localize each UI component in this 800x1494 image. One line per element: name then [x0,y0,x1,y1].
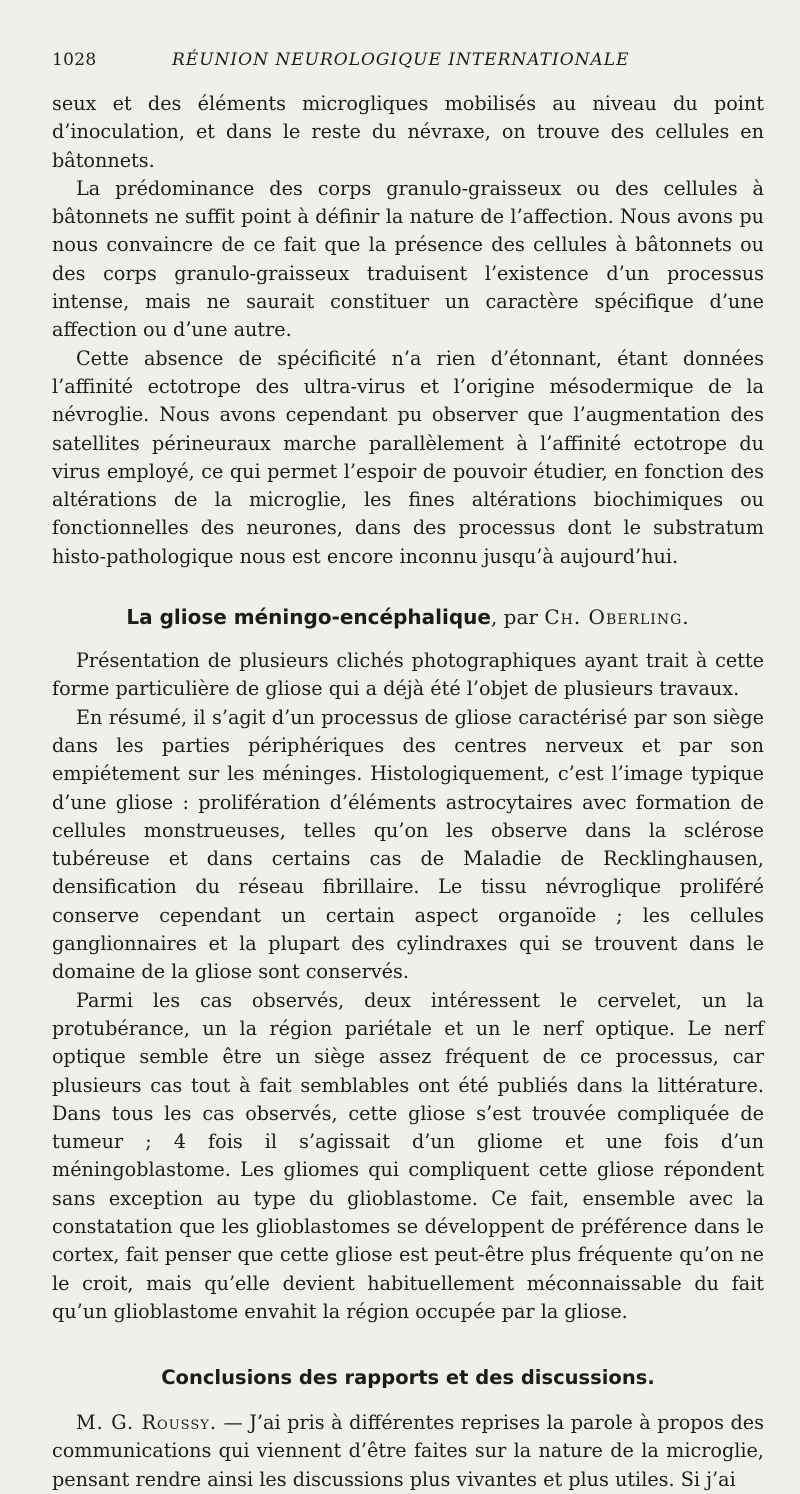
gliose-paragraph-1: Présentation de plusieurs clichés photographiques ayant trait à cette forme particulière de gliose qui a déjà été l’objet de plusieurs travaux. [52,649,764,701]
conclusions-text: — J’ai pris à différentes reprises la parole à propos des communications qui viennent d’être faites sur la nature de la microglie, pensant rendre ainsi les discussions plus vivantes et plus utiles. Si j’ai [52,1411,764,1491]
author-name: Ch. Oberling. [544,605,690,630]
conclusions-paragraph-1 [52,1409,764,1494]
running-title: RÉUNION NEUROLOGIQUE INTERNATIONALE [172,50,630,70]
section-heading-conclusions: Conclusions des rapports et des discussions. [161,1366,655,1390]
speaker-name: M. G. Roussy. [76,1411,217,1435]
gliose-paragraph-2: En résumé, il s’agit d’un processus de gliose caractérisé par son siège dans les parties périphériques des centres nerveux et par son empiétement sur les méninges. Histologiquement, c’est l’image typique d’une gliose : prolifération d’éléments astrocytaires avec formation de cellules monstrueuses, telles qu’on les observe dans la sclérose tubéreuse et dans certains cas de Maladie de Recklinghausen, densification du réseau fibrillaire. Le tissu névroglique proliféré conserve cependant un certain aspect organoïde ; les cellules ganglionnaires et la plupart des cylindraxes qui se trouvent dans le domaine de la gliose sont conservés. [52,705,764,984]
gliose-paragraph-3: Parmi les cas observés, deux intéressent le cervelet, un la protubérance, un la région pariétale et un le nerf optique. Le nerf optique semble être un siège assez fréquent de ce processus, car plusieurs cas tout à fait semblables ont été publiés dans la littérature. Dans tous les cas observés, cette gliose s’est trouvée compliquée de tumeur ; 4 fois il s’agissait d’un gliome et une fois d’un méningoblastome. Les gliomes qui compliquent cette gliose répondent sans exception au type du glioblastome. Ce fait, ensemble avec la constatation que les glioblastomes se développent de préférence dans le cortex, fait penser que cette gliose est peut-être plus fréquente qu’on ne le croit, mais qu’elle devient habituellement méconnaissable du fait qu’un glioblastome envahit la région occupée par la gliose. [52,988,764,1323]
intro-paragraph-3: Cette absence de spécificité n’a rien d’étonnant, étant données l’affinité ectotrope des ultra-virus et l’origine mésodermique de la névroglie. Nous avons cependant pu observer que l’augmentation des satellites périneuraux marche parallèlement à l’affinité ectotrope du virus employé, ce qui permet l’espoir de pouvoir étudier, en fonction des altérations de la microglie, les fines altérations biochimiques ou fonctionnelles des neurones, dans des processus dont le substratum histo-pathologique nous est encore inconnu jusqu’à aujourd’hui. [52,346,764,568]
section-heading-gliose [52,605,764,629]
page-number: 1028 [52,50,97,70]
section-title: La gliose méningo-encéphalique [126,605,491,630]
running-header [52,50,764,70]
byline-prefix: , par [490,605,545,630]
intro-paragraph-2: La prédominance des corps granulo-graisseux ou des cellules à bâtonnets ne suffit point à définir la nature de l’affection. Nous avons pu nous convaincre de ce fait que la présence des cellules à bâtonnets ou des corps granulo-graisseux traduisent l’existence d’un processus intense, mais ne saurait constituer un caractère spécifique d’une affection ou d’une autre. [52,176,764,342]
intro-paragraph-1: seux et des éléments microgliques mobilisés au niveau du point d’inoculation, et dans le reste du névraxe, on trouve des cellules en bâtonnets. [52,92,764,172]
